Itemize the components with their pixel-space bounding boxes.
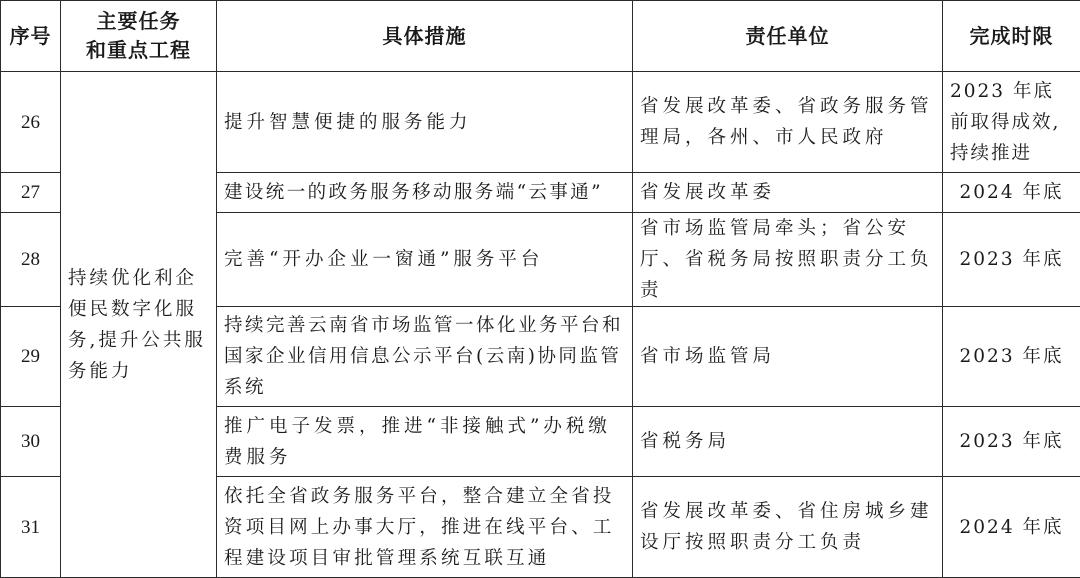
unit-cell: 省发展改革委、省政务服务管理局，各州、市人民政府 [633,72,943,173]
row-number: 26 [1,72,61,173]
unit-cell: 省发展改革委、省住房城乡建设厅按照职责分工负责 [633,477,943,578]
header-unit: 责任单位 [633,1,943,72]
row-number: 29 [1,307,61,407]
measure-cell: 提升智慧便捷的服务能力 [217,72,633,173]
row-number: 28 [1,213,61,307]
deadline-cell: 2023 年底 [943,407,1080,477]
task-group-cell: 持续优化利企便民数字化服务,提升公共服务能力 [61,72,217,578]
measure-cell: 建设统一的政务服务移动服务端“云事通” [217,173,633,213]
table-row [1,72,1080,173]
unit-cell: 省市场监管局牵头；省公安厅、省税务局按照职责分工负责 [633,213,943,307]
measure-cell: 完善“开办企业一窗通”服务平台 [217,213,633,307]
header-task-line1: 主要任务 [68,7,209,36]
measure-cell: 依托全省政务服务平台，整合建立全省投资项目网上办事大厅，推进在线平台、工程建设项目审批管理系统互联互通 [217,477,633,578]
unit-cell: 省发展改革委 [633,173,943,213]
row-number: 31 [1,477,61,578]
measure-cell: 持续完善云南省市场监管一体化业务平台和国家企业信用信息公示平台(云南)协同监管系统 [217,307,633,407]
row-number: 30 [1,407,61,477]
header-row [1,1,1080,72]
unit-cell: 省税务局 [633,407,943,477]
deadline-cell: 2024 年底 [943,477,1080,578]
header-task-line2: 和重点工程 [68,36,209,65]
deadline-cell: 2023 年底 [943,307,1080,407]
row-number: 27 [1,173,61,213]
deadline-cell: 2023 年底 [943,213,1080,307]
header-measures: 具体措施 [217,1,633,72]
header-deadline: 完成时限 [943,1,1080,72]
measure-cell: 推广电子发票，推进“非接触式”办税缴费服务 [217,407,633,477]
unit-cell: 省市场监管局 [633,307,943,407]
deadline-cell: 2023 年底前取得成效,持续推进 [943,72,1080,173]
deadline-cell: 2024 年底 [943,173,1080,213]
header-seq: 序号 [1,1,61,72]
header-task [61,1,217,72]
